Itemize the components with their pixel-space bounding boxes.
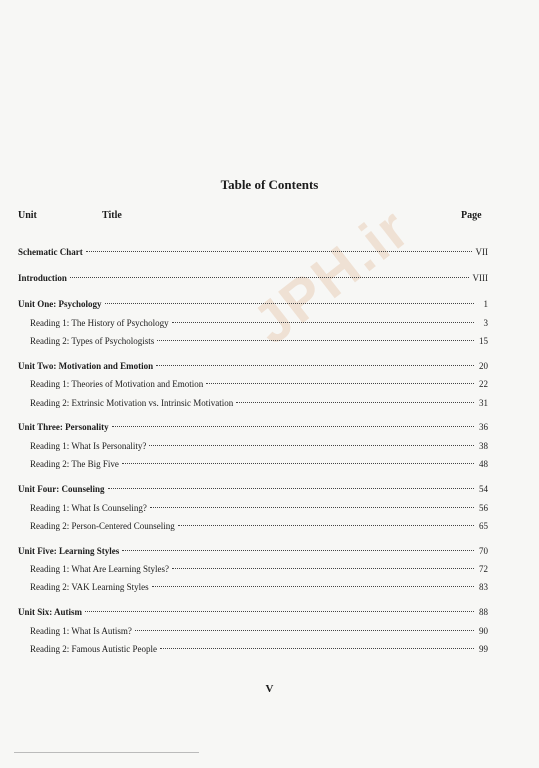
toc-reading-entry (30, 642, 488, 656)
entry-page-number: 22 (479, 379, 488, 389)
dot-leader (178, 525, 474, 526)
header-title: Title (102, 210, 122, 221)
entry-label: Unit Six: Autism (18, 607, 83, 617)
entry-label: Unit Two: Motivation and Emotion (18, 361, 154, 371)
entry-page-number: 90 (479, 626, 488, 636)
entry-page-number: 15 (479, 336, 488, 346)
entry-label: Reading 2: Types of Psychologists (30, 336, 155, 346)
toc-reading-entry (30, 396, 488, 410)
entry-label: Unit Three: Personality (18, 422, 109, 432)
entry-label: Reading 2: Extrinsic Motivation vs. Intrinsic Motivation (30, 398, 234, 408)
entry-page-number: 36 (479, 422, 488, 432)
dot-leader (105, 303, 474, 304)
dot-leader (152, 586, 474, 587)
toc-reading-entry (30, 457, 488, 471)
toc-reading-entry (30, 501, 488, 515)
dot-leader (112, 426, 474, 427)
toc-unit-entry (18, 297, 488, 311)
toc-unit-entry (18, 245, 488, 259)
toc-reading-entry (30, 334, 488, 348)
entry-page-number: 31 (479, 398, 488, 408)
entry-page-number: 99 (479, 644, 488, 654)
toc-reading-entry (30, 519, 488, 533)
entry-page-number: 3 (483, 318, 488, 328)
entry-label: Reading 1: What Is Autism? (30, 626, 132, 636)
dot-leader (122, 550, 474, 551)
dot-leader (172, 322, 474, 323)
entry-page-number: 56 (479, 503, 488, 513)
dot-leader (86, 251, 472, 252)
toc-unit-entry (18, 482, 488, 496)
entry-page-number: VIII (472, 273, 488, 283)
toc-reading-entry (30, 580, 488, 594)
dot-leader (156, 365, 474, 366)
toc-reading-entry (30, 316, 488, 330)
dot-leader (206, 383, 474, 384)
entry-label: Reading 2: VAK Learning Styles (30, 582, 149, 592)
header-unit: Unit (18, 210, 37, 221)
dot-leader (160, 648, 474, 649)
entry-page-number: 70 (479, 546, 488, 556)
entry-page-number: 48 (479, 459, 488, 469)
entry-page-number: 54 (479, 484, 488, 494)
entry-page-number: 83 (479, 582, 488, 592)
entry-label: Introduction (18, 273, 67, 283)
dot-leader (172, 568, 474, 569)
toc-unit-entry (18, 420, 488, 434)
entry-label: Reading 1: The History of Psychology (30, 318, 169, 328)
toc-reading-entry (30, 439, 488, 453)
entry-label: Reading 1: What Is Personality? (30, 441, 147, 451)
toc-reading-entry (30, 624, 488, 638)
page-number: V (265, 683, 274, 695)
entry-page-number: 20 (479, 361, 488, 371)
entry-label: Unit One: Psychology (18, 299, 102, 309)
dot-leader (149, 445, 474, 446)
toc-unit-entry (18, 544, 488, 558)
entry-label: Schematic Chart (18, 247, 83, 257)
dot-leader (108, 488, 474, 489)
entry-page-number: 65 (479, 521, 488, 531)
dot-leader (85, 611, 474, 612)
entry-label: Unit Four: Counseling (18, 484, 105, 494)
entry-label: Reading 2: Famous Autistic People (30, 644, 157, 654)
dot-leader (70, 277, 469, 278)
toc-unit-entry (18, 605, 488, 619)
entry-page-number: 88 (479, 607, 488, 617)
dot-leader (135, 630, 474, 631)
watermark: JPH.ir (240, 195, 423, 358)
entry-label: Unit Five: Learning Styles (18, 546, 120, 556)
toc-reading-entry (30, 562, 488, 576)
dot-leader (122, 463, 474, 464)
toc-title: Table of Contents (220, 177, 319, 192)
toc-unit-entry (18, 271, 488, 285)
dot-leader (157, 340, 474, 341)
entry-label: Reading 1: What Is Counseling? (30, 503, 147, 513)
entry-label: Reading 2: Person-Centered Counseling (30, 521, 175, 531)
dot-leader (236, 402, 474, 403)
entry-label: Reading 1: What Are Learning Styles? (30, 564, 170, 574)
entry-label: Reading 1: Theories of Motivation and Emotion (30, 379, 204, 389)
dot-leader (150, 507, 474, 508)
toc-reading-entry (30, 377, 488, 391)
bottom-rule (14, 752, 199, 753)
entry-label: Reading 2: The Big Five (30, 459, 119, 469)
entry-page-number: VII (475, 247, 488, 257)
toc-unit-entry (18, 359, 488, 373)
entry-page-number: 38 (479, 441, 488, 451)
entry-page-number: 1 (483, 299, 488, 309)
header-page: Page (461, 210, 482, 221)
entry-page-number: 72 (479, 564, 488, 574)
